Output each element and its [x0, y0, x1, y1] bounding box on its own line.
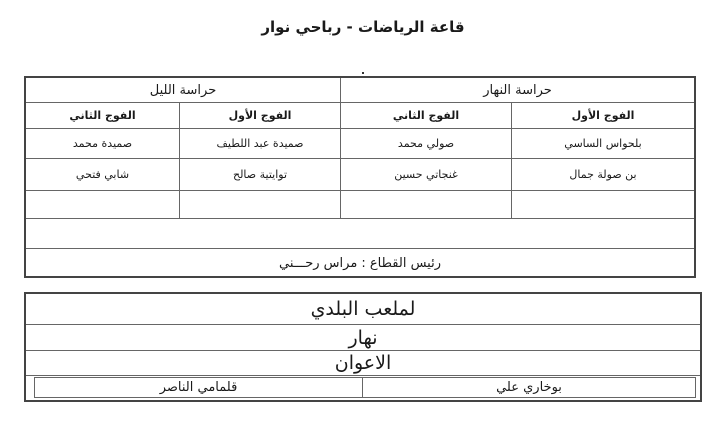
table-cell: صميدة محمد [72, 137, 133, 150]
night-guard-header: حراسة الليل [149, 82, 217, 98]
table-cell: شابي فتحي [75, 168, 130, 181]
table-divider [26, 375, 700, 376]
col-header-night-group-2: الفوج الثاني [69, 109, 136, 122]
shift-label: نهار [348, 326, 378, 349]
table-cell: بن صولة جمال [569, 168, 637, 181]
table-cell: صميدة عبد اللطيف [216, 137, 304, 150]
col-header-day-group-1: الفوج الأول [571, 109, 635, 122]
agent-name: قلمامي الناصر [159, 380, 238, 395]
table-cell: بلحواس الساسي [564, 137, 642, 150]
table-divider [26, 218, 694, 219]
agent-name: بوخاري علي [496, 380, 562, 395]
sector-head: رئيس القطاع : مراس رحـــني [279, 255, 441, 271]
table-divider [26, 190, 694, 191]
dot-mark [362, 72, 364, 74]
table-cell: صولي محمد [397, 137, 455, 150]
day-guard-header: حراسة النهار [483, 82, 552, 98]
place-name: لملعب البلدي [310, 298, 416, 320]
col-header-day-group-2: الفوج الثاني [392, 109, 460, 122]
page-title: قاعة الرياضات - رباحي نوار [261, 18, 465, 36]
col-header-night-group-1: الفوج الأول [228, 109, 292, 122]
role-label: الاعوان [334, 352, 392, 374]
table-cell: توايتية صالح [232, 168, 288, 181]
table-cell: غنجاتي حسين [394, 168, 458, 181]
